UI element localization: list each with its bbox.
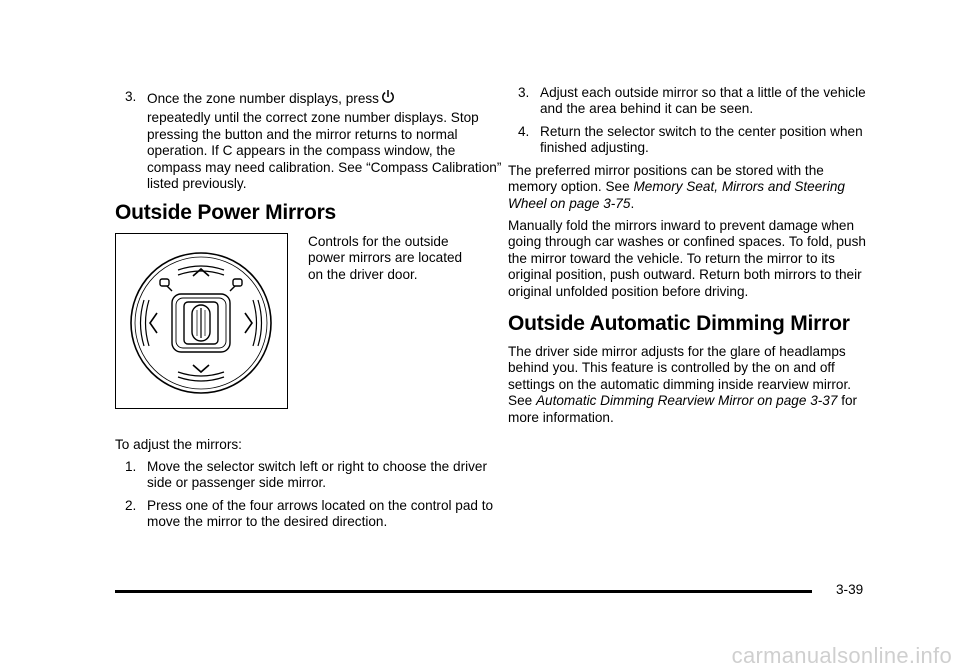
memory-seat-reference-link[interactable]: Memory Seat, Mirrors and Steering Wheel on page 3-75	[508, 179, 845, 211]
memory-text: The preferred mirror positions can be stored with the memory option. See	[508, 163, 824, 195]
step-number: 2.	[125, 498, 137, 513]
step-3-adjust-mirror	[508, 85, 885, 118]
dimming-text: The driver side mirror adjusts for the glare of headlamps behind you. This feature is controlled by the on and off settings on the automatic dimming inside rearview mirror. See	[508, 344, 852, 409]
step-text-continued: repeatedly until the correct zone number displays. Stop pressing the button and the mirror returns to normal operation. If C appears in the compass window, the compass may need calibration. See “Compass Calibration” listed previously.	[147, 110, 502, 192]
step-text: Once the zone number displays, press	[147, 91, 379, 106]
step-text: Press one of the four arrows located on the control pad to move the mirror to the desired direction.	[147, 498, 494, 530]
auto-dimming-reference-link[interactable]: Automatic Dimming Rearview Mirror on page 3-37	[535, 393, 838, 409]
memory-text-end: .	[630, 195, 635, 211]
fold-mirrors-paragraph: Manually fold the mirrors inward to prevent damage when going through car washes or confined spaces. To fold, push the mirror toward the vehicle. To return the mirror to its original position, push outward. Return both mirrors to their original unfolded position before driving.	[508, 218, 866, 299]
step-2-press-arrow	[115, 498, 512, 531]
dimming-paragraph	[508, 344, 876, 426]
dimming-text-end: for more information.	[508, 393, 858, 425]
footer-rule	[115, 590, 812, 593]
step-number: 3.	[125, 89, 137, 104]
step-4-return-selector	[508, 124, 885, 157]
step-text: Move the selector switch left or right to choose the driver side or passenger side mirror.	[147, 459, 487, 491]
step-number: 3.	[518, 85, 530, 100]
step-text: Return the selector switch to the center position when finished adjusting.	[540, 124, 863, 156]
step-number: 1.	[125, 459, 137, 474]
section-heading-outside-power-mirrors: Outside Power Mirrors	[115, 201, 337, 224]
section-heading-auto-dimming-mirror: Outside Automatic Dimming Mirror	[508, 312, 850, 335]
adjust-intro: To adjust the mirrors:	[115, 437, 242, 452]
step-1-select-mirror	[115, 459, 512, 492]
figure-caption: Controls for the outside power mirrors are located on the driver door.	[308, 234, 463, 282]
watermark: carmanualsonline.info	[731, 643, 952, 668]
mirror-control-pad-illustration	[116, 234, 286, 407]
page-number: 3-39	[836, 582, 864, 597]
step-number: 4.	[518, 124, 530, 139]
memory-paragraph	[508, 163, 876, 212]
mirror-control-figure	[115, 233, 288, 409]
step-3-zone	[115, 89, 512, 192]
power-button-icon	[381, 89, 395, 110]
step-text: Adjust each outside mirror so that a little of the vehicle and the area behind it can be seen.	[540, 85, 866, 117]
